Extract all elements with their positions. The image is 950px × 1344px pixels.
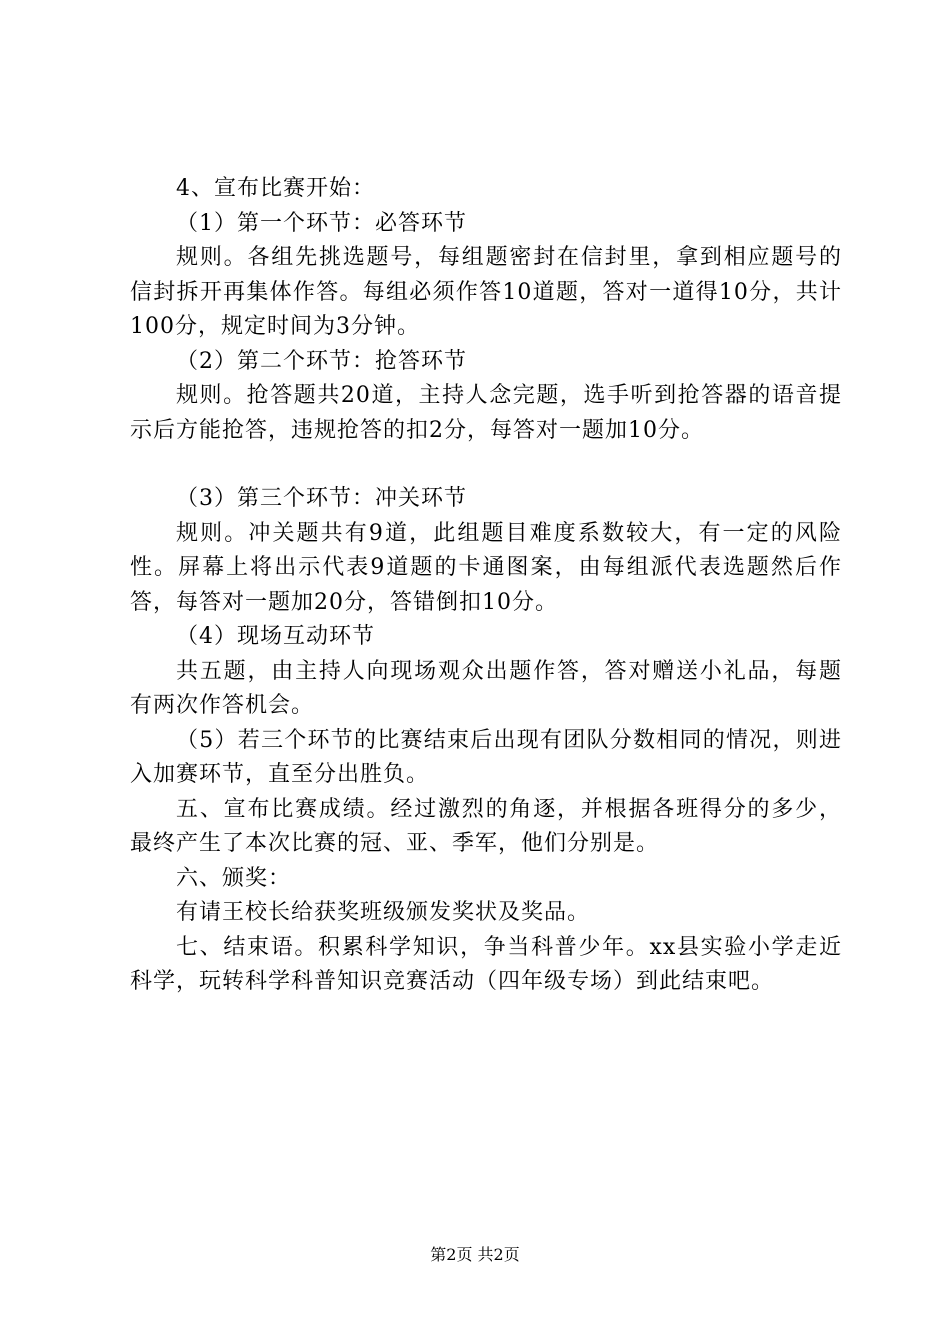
paragraph-round-4-title: （4）现场互动环节 (176, 624, 375, 649)
document-body (130, 172, 842, 1000)
paragraph-awards-body: 有请王校长给获奖班级颁发奖状及奖品。 (176, 900, 591, 925)
paragraph-closing: 七、结束语。积累科学知识，争当科普少年。xx县实验小学走近科学，玩转科学科普知识竞赛活动（四年级专场）到此结束吧。 (130, 934, 842, 994)
paragraph-round-4-rules: 共五题，由主持人向现场观众出题作答，答对赠送小礼品，每题有两次作答机会。 (130, 658, 842, 718)
page-footer: 第2页 共2页 (430, 1245, 520, 1264)
paragraph-round-3-rules: 规则。冲关题共有9道，此组题目难度系数较大，有一定的风险性。屏幕上将出示代表9道题的卡通图案，由每组派代表选题然后作答，每答对一题加20分，答错倒扣10分。 (130, 520, 842, 615)
paragraph-round-1-rules: 规则。各组先挑选题号，每组题密封在信封里，拿到相应题号的信封拆开再集体作答。每组必须作答10道题，答对一道得10分，共计100分，规定时间为3分钟。 (130, 245, 842, 339)
paragraph-round-3-title: （3）第三个环节：冲关环节 (176, 486, 467, 511)
paragraph-round-2-rules: 规则。抢答题共20道，主持人念完题，选手听到抢答器的语音提示后方能抢答，违规抢答的扣2分，每答对一题加10分。 (130, 383, 842, 443)
paragraph-round-2-title: （2）第二个环节：抢答环节 (176, 348, 467, 374)
paragraph-tiebreak: （5）若三个环节的比赛结束后出现有团队分数相同的情况，则进入加赛环节，直至分出胜负。 (130, 727, 842, 787)
paragraph-awards-heading: 六、颁奖： (176, 865, 292, 891)
paragraph-round-1-title: （1）第一个环节：必答环节 (176, 210, 467, 236)
paragraph-announce-start: 4、宣布比赛开始： (176, 176, 375, 201)
paragraph-results: 五、宣布比赛成绩。经过激烈的角逐，并根据各班得分的多少，最终产生了本次比赛的冠、亚、季军，他们分别是。 (130, 796, 842, 856)
